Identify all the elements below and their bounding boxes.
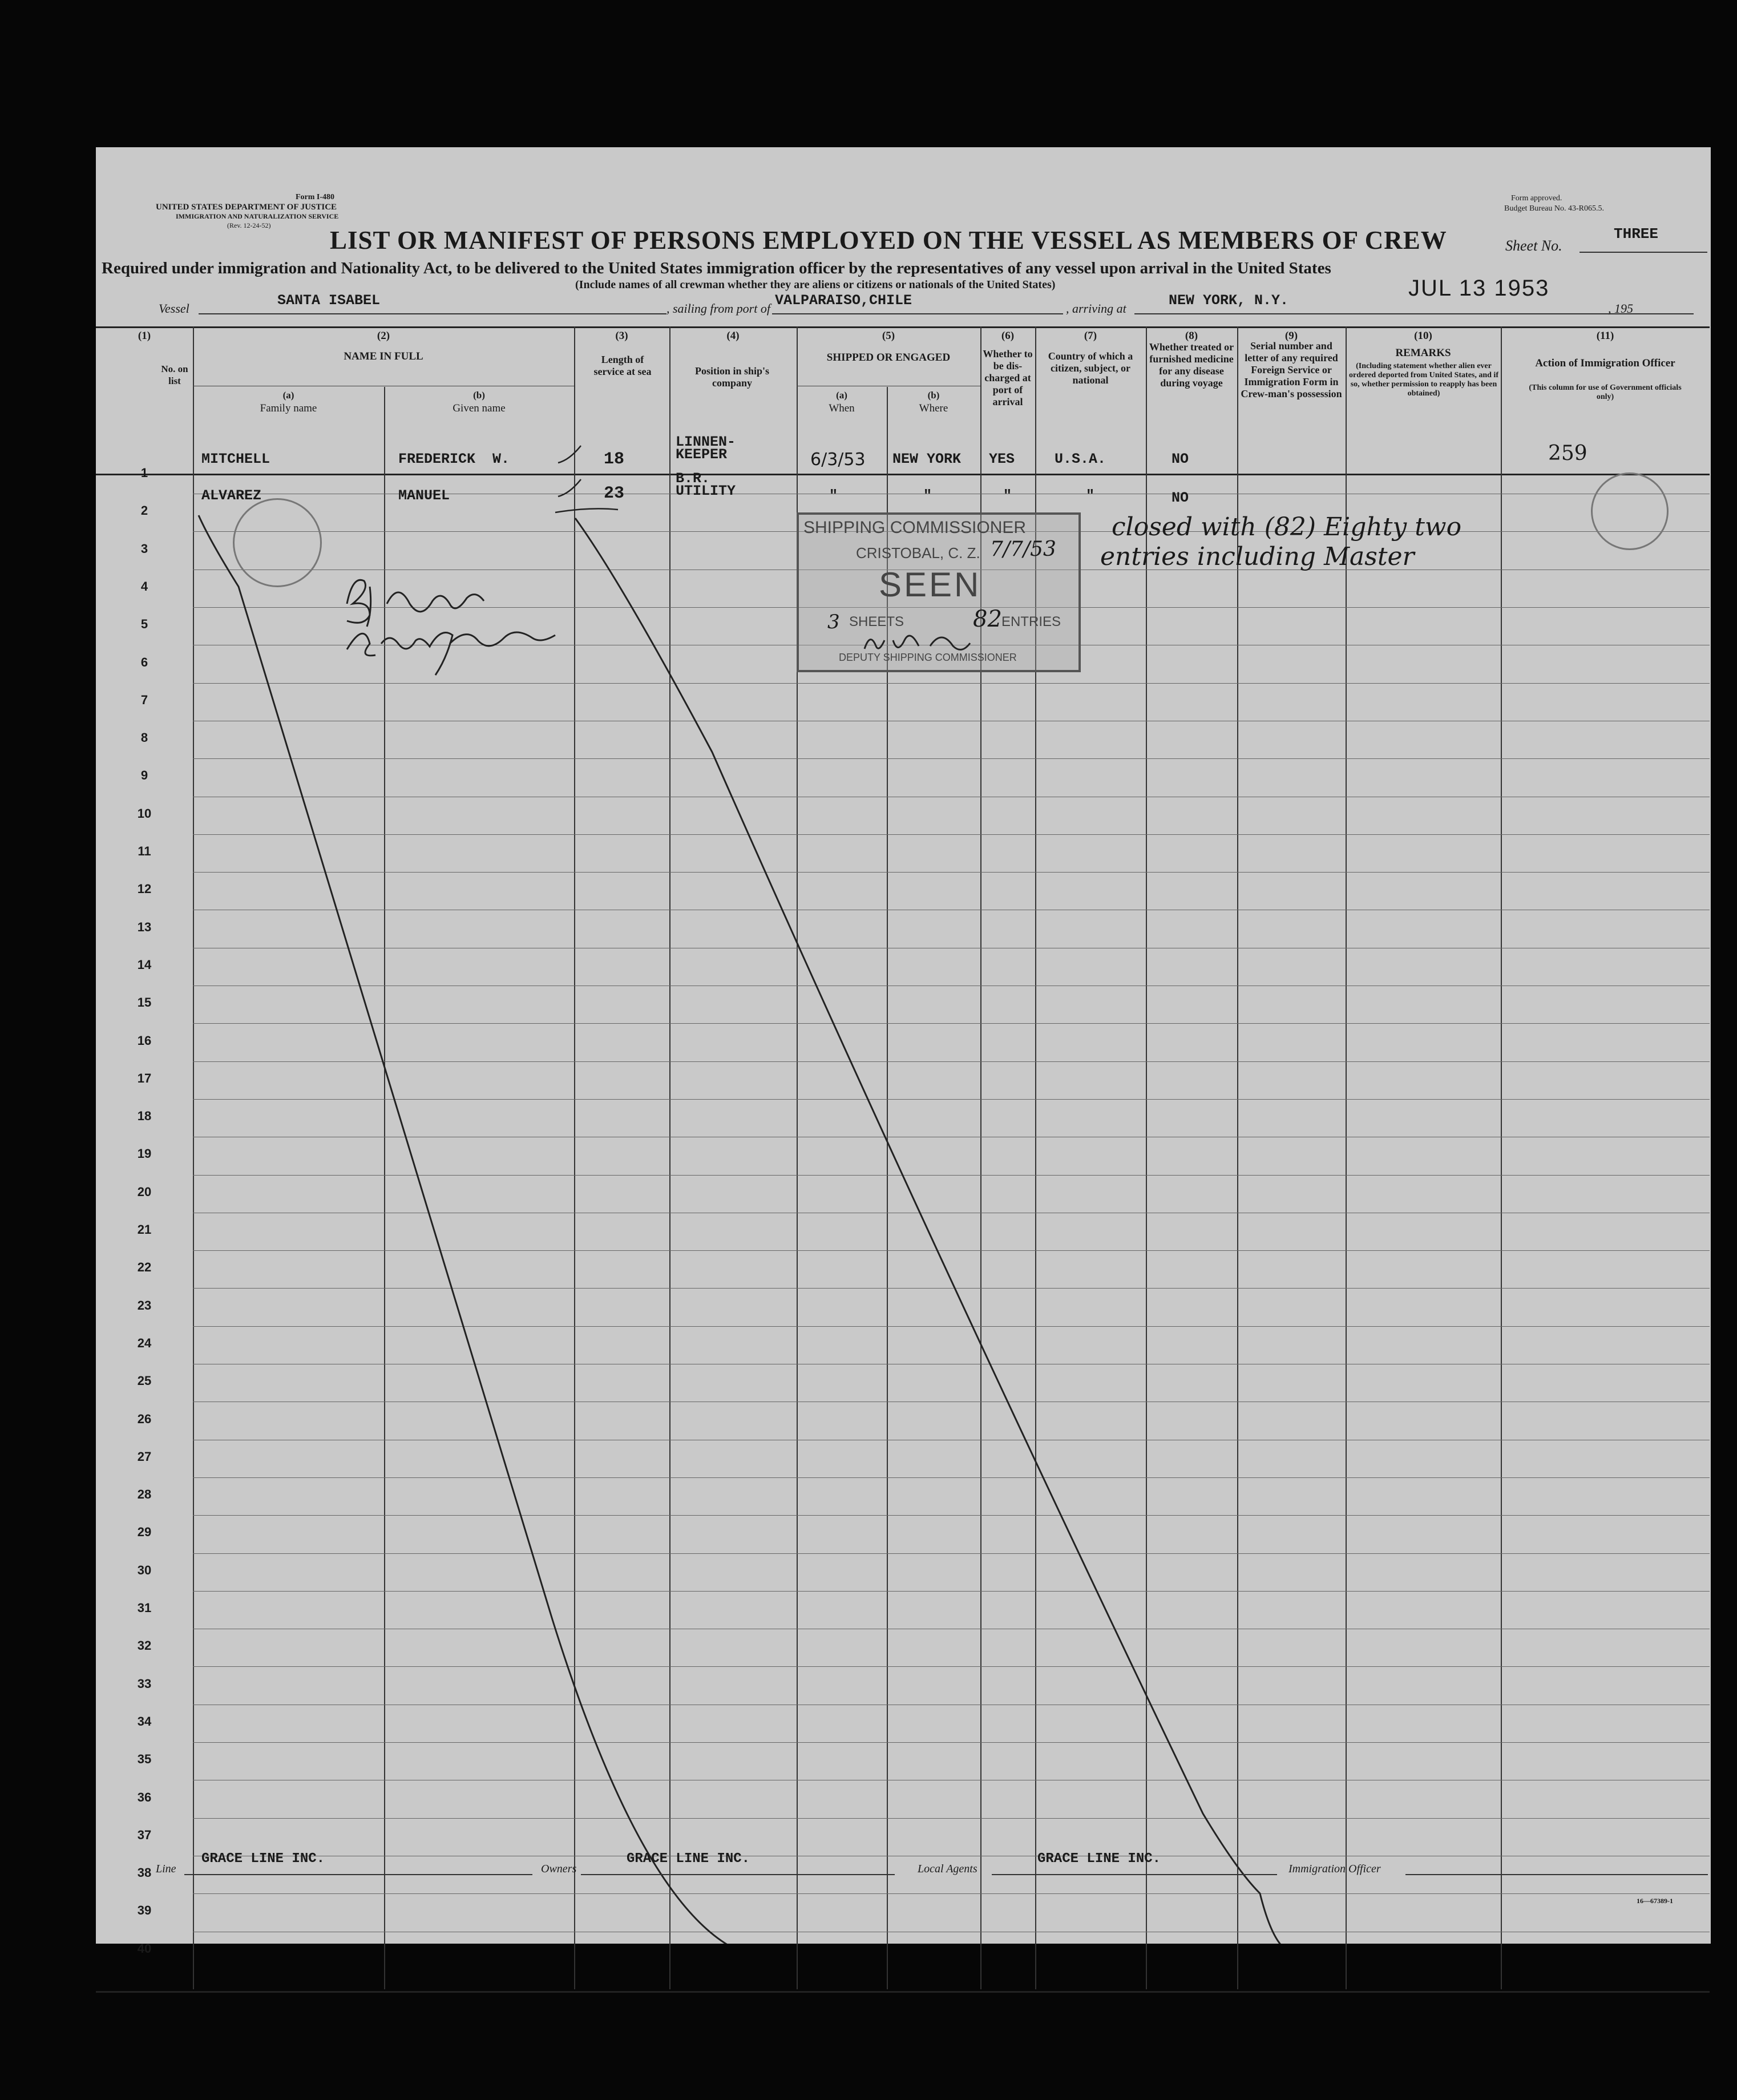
header-length: Length of service at sea xyxy=(593,354,652,377)
header-name-in-full: NAME IN FULL xyxy=(344,350,423,362)
row-number: 15 xyxy=(137,995,152,1010)
sailing-port: VALPARAISO,CHILE xyxy=(775,292,912,309)
form-number: Form I-480 xyxy=(296,193,335,201)
crew-1-medicine: NO xyxy=(1172,451,1189,467)
header-action-note: (This column for use of Government officials only) xyxy=(1529,383,1682,401)
footer-line-underline xyxy=(184,1874,532,1875)
stamp-place: CRISTOBAL, C. Z. xyxy=(856,544,980,562)
crew-2-medicine: NO xyxy=(1172,490,1189,506)
closing-lines-and-signatures xyxy=(96,147,1711,1944)
stamp-entries-count: 82 xyxy=(973,606,1002,632)
crew-1-where: NEW YORK xyxy=(892,451,962,467)
header-shipped: SHIPPED OR ENGAGED xyxy=(826,352,951,364)
row-number: 33 xyxy=(137,1676,152,1691)
col-num: (5) xyxy=(882,330,895,342)
row-number: 14 xyxy=(137,957,152,972)
service-name: IMMIGRATION AND NATURALIZATION SERVICE xyxy=(176,212,339,220)
row-number: 38 xyxy=(137,1865,152,1880)
header-no-on-list: No. on list xyxy=(161,364,188,386)
col-num: (3) xyxy=(615,330,628,342)
header-serial: Serial number and letter of any required Foreign Service or Immigration Form in Crew-man's possession xyxy=(1241,340,1342,399)
department-name: UNITED STATES DEPARTMENT OF JUSTICE xyxy=(156,203,337,212)
header-given-name: Given name xyxy=(453,402,506,414)
arriving-port: NEW YORK, N.Y. xyxy=(1169,292,1289,309)
header-when: When xyxy=(829,402,855,414)
row-number: 16 xyxy=(137,1033,152,1048)
closing-remark-line1: closed with (82) Eighty two xyxy=(1112,512,1462,542)
row-number: 30 xyxy=(137,1562,152,1577)
sheet-number: THREE xyxy=(1614,225,1659,243)
header-when-a: (a) xyxy=(836,390,847,401)
row-number: 36 xyxy=(137,1790,152,1804)
crew-2-where: " xyxy=(923,487,932,504)
arriving-label: , arriving at xyxy=(1066,301,1126,316)
subtitle: Required under immigration and Nationality Act, to be delivered to the United States immigration officer by the representatives of any vessel upon arrival in the United States xyxy=(102,259,1331,277)
row-number: 2 xyxy=(140,503,148,518)
crew-2-position: B.R. UTILITY xyxy=(676,470,736,499)
row-number: 27 xyxy=(137,1449,152,1464)
footer-officer-underline xyxy=(1405,1874,1708,1875)
header-where: Where xyxy=(919,402,948,414)
header-where-b: (b) xyxy=(927,390,940,401)
crew-1-given: FREDERICK W. xyxy=(398,451,510,467)
col-num: (2) xyxy=(377,330,390,342)
row-number: 31 xyxy=(137,1601,152,1615)
form-revision: (Rev. 12-24-52) xyxy=(227,221,271,229)
row-number: 23 xyxy=(137,1298,152,1312)
footer-agents-label: Local Agents xyxy=(918,1863,977,1875)
row-number: 13 xyxy=(137,919,152,934)
stamp-date: 7/7/53 xyxy=(990,538,1056,561)
manifest-sheet xyxy=(96,147,1711,1956)
row-number: 35 xyxy=(137,1752,152,1767)
row-number: 3 xyxy=(140,541,148,556)
row-number: 12 xyxy=(137,882,152,896)
crew-1-family: MITCHELL xyxy=(201,451,270,467)
header-medicine: Whether treated or furnished medicine for any disease during voyage xyxy=(1149,341,1234,389)
crew-1-when: 6/3/53 xyxy=(810,450,866,470)
header-discharged: Whether to be dis-charged at port of arrival xyxy=(983,348,1033,407)
col-num: (4) xyxy=(726,330,740,342)
row-number: 21 xyxy=(137,1222,152,1237)
page-title: LIST OR MANIFEST OF PERSONS EMPLOYED ON THE VESSEL AS MEMBERS OF CREW xyxy=(330,226,1447,255)
header-family-name: Family name xyxy=(260,402,317,414)
row-number: 10 xyxy=(137,806,152,821)
row-number: 7 xyxy=(140,692,148,707)
header-position: Position in ship's company xyxy=(694,365,770,389)
include-note: (Include names of all crewman whether they are aliens or citizens or nationals of the United States) xyxy=(575,278,1056,291)
stamp-footer: DEPUTY SHIPPING COMMISSIONER xyxy=(839,652,1017,663)
row-number: 32 xyxy=(137,1638,152,1653)
crew-1-position: LINNEN- KEEPER xyxy=(676,434,736,463)
crew-2-length: 23 xyxy=(604,484,625,503)
crew-1-action: 259 xyxy=(1548,442,1587,465)
footer-officer-label: Immigration Officer xyxy=(1288,1863,1381,1875)
header-remarks-note: (Including statement whether alien ever ordered deported from United States, and if so, whether permission to reapply has been obtained) xyxy=(1349,362,1498,398)
vessel-label: Vessel xyxy=(159,301,189,316)
row-number: 19 xyxy=(137,1146,152,1161)
year-suffix: , 195 xyxy=(1608,301,1633,316)
crew-2-given: MANUEL xyxy=(398,487,450,504)
col-num: (8) xyxy=(1185,330,1198,342)
row-number: 24 xyxy=(137,1335,152,1350)
row-number: 26 xyxy=(137,1411,152,1426)
crew-1-country: U.S.A. xyxy=(1055,451,1106,467)
row-number: 34 xyxy=(137,1714,152,1729)
crew-2-family: ALVAREZ xyxy=(201,487,262,504)
header-given-b: (b) xyxy=(473,390,485,401)
row-number: 17 xyxy=(137,1071,152,1085)
row-number: 5 xyxy=(140,617,148,632)
row-number: 22 xyxy=(137,1260,152,1275)
crew-2-country: " xyxy=(1086,487,1095,504)
row-number: 29 xyxy=(137,1525,152,1540)
stamp-sheets-count: 3 xyxy=(827,611,840,633)
row-number: 40 xyxy=(137,1941,152,1956)
budget-bureau: Budget Bureau No. 43-R065.5. xyxy=(1504,204,1604,213)
row-number: 1 xyxy=(140,466,148,480)
form-approved: Form approved. xyxy=(1511,194,1562,203)
row-number: 11 xyxy=(138,844,151,858)
sheet-label: Sheet No. xyxy=(1505,237,1562,254)
header-family-a: (a) xyxy=(282,390,294,401)
sailing-label: , sailing from port of xyxy=(666,301,770,316)
date-stamp: JUL 13 1953 xyxy=(1408,276,1550,301)
stamp-entries-label: ENTRIES xyxy=(1001,614,1061,629)
col-num: (6) xyxy=(1001,330,1015,342)
col-num: (7) xyxy=(1084,330,1097,342)
row-number: 9 xyxy=(140,768,148,783)
row-number: 18 xyxy=(137,1109,152,1124)
header-country: Country of which a citizen, subject, or national xyxy=(1048,350,1133,386)
stamp-sheets-label: SHEETS xyxy=(849,614,904,629)
header-action: Action of Immigration Officer xyxy=(1535,357,1675,369)
vessel-name: SANTA ISABEL xyxy=(277,292,381,309)
crew-2-when: " xyxy=(829,487,838,504)
footer-owners-label: Owners xyxy=(541,1863,577,1875)
crew-2-discharged: " xyxy=(1003,487,1012,504)
header-remarks: REMARKS xyxy=(1395,347,1451,359)
stamp-seen: SEEN xyxy=(879,566,981,604)
footer-line: GRACE LINE INC. xyxy=(201,1851,325,1867)
stamp-title: SHIPPING COMMISSIONER xyxy=(803,518,1027,537)
row-number: 20 xyxy=(137,1184,152,1199)
row-number: 25 xyxy=(137,1374,152,1388)
row-number: 39 xyxy=(137,1903,152,1918)
crew-1-discharged: YES xyxy=(989,451,1015,467)
footer-owners-underline xyxy=(581,1874,895,1875)
row-number: 6 xyxy=(140,655,148,669)
footer-owners: GRACE LINE INC. xyxy=(627,1851,750,1867)
row-number: 37 xyxy=(137,1827,152,1842)
closing-remark-line2: entries including Master xyxy=(1100,542,1415,571)
row-number: 28 xyxy=(137,1487,152,1502)
row-number: 4 xyxy=(140,579,148,593)
crew-1-length: 18 xyxy=(604,450,625,469)
col-num: (9) xyxy=(1284,330,1298,342)
row-number: 8 xyxy=(140,730,148,745)
footer-agents: GRACE LINE INC. xyxy=(1037,1851,1161,1867)
footer-line-label: Line xyxy=(156,1863,176,1875)
col-num: (1) xyxy=(138,330,151,342)
col-num: (11) xyxy=(1596,330,1614,342)
print-code: 16—67389-1 xyxy=(1637,1897,1673,1905)
footer-agents-underline xyxy=(992,1874,1277,1875)
col-num: (10) xyxy=(1414,330,1432,342)
